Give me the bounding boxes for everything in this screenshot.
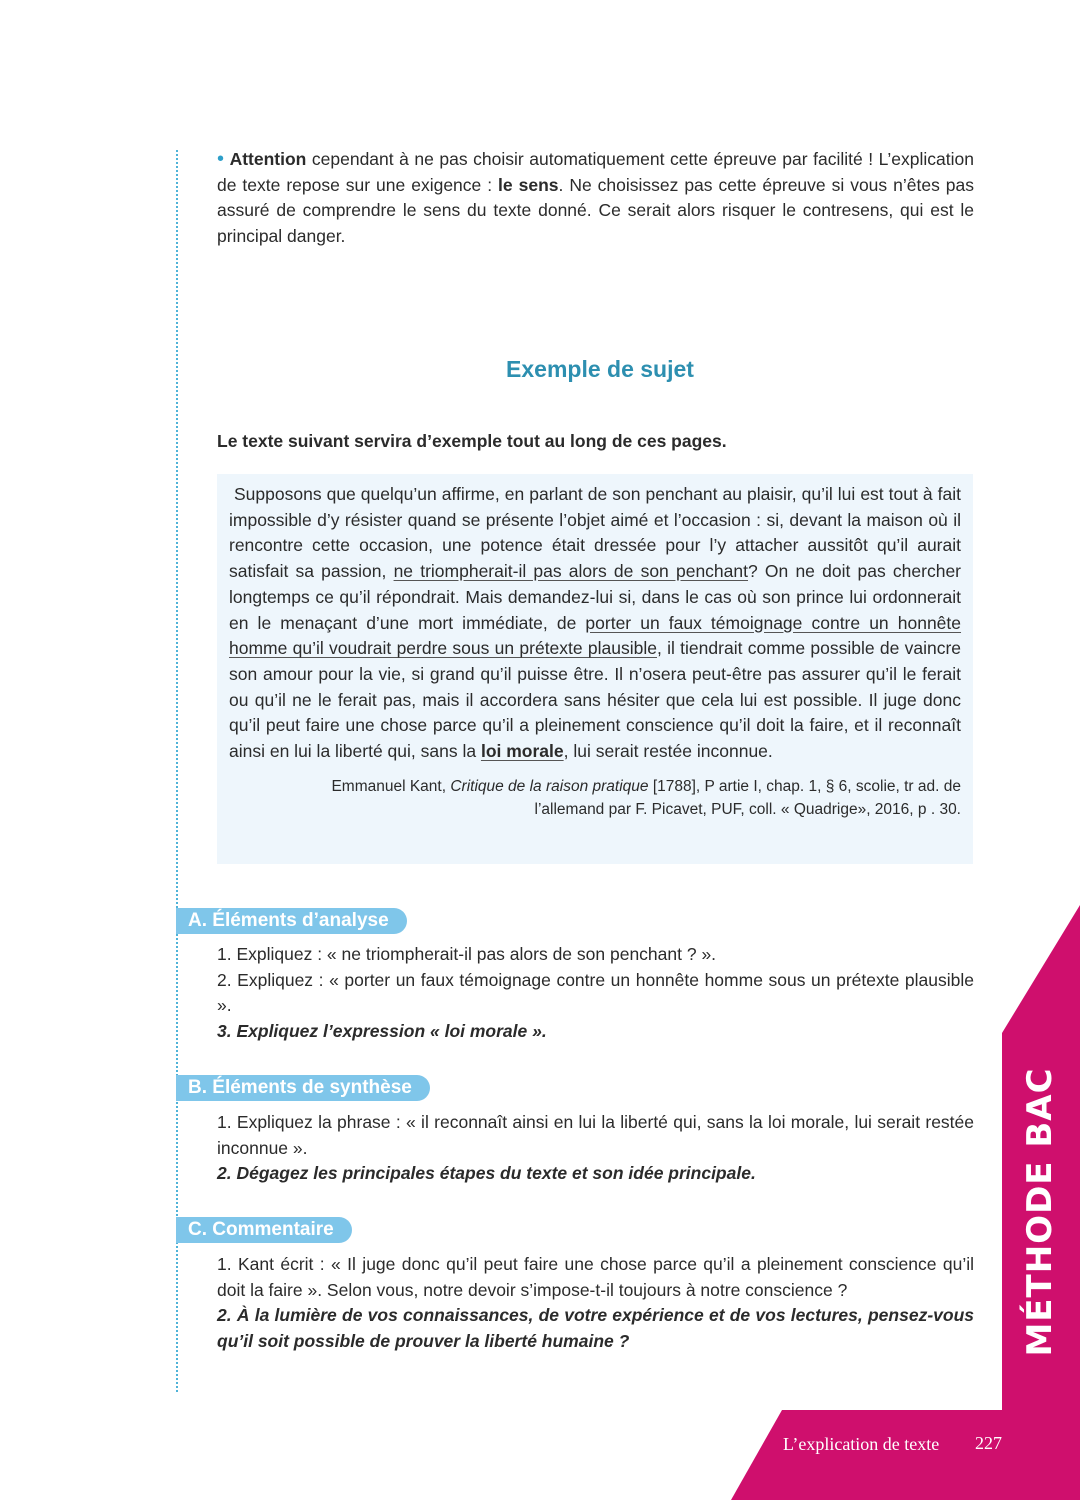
question-c2 (217, 1303, 974, 1354)
section-a-label: A. Éléments d’analyse (176, 908, 407, 934)
quoted-text-box (217, 474, 973, 864)
question-a3 (217, 1019, 974, 1045)
question-b2-num: 2. (217, 1163, 232, 1184)
section-title: Exemple de sujet (506, 356, 694, 382)
attention-keyword: Attention (229, 149, 307, 169)
question-b2 (217, 1161, 974, 1187)
source-reference (229, 775, 961, 821)
ref-work: Critique de la raison pratique (450, 777, 649, 795)
section-c-questions (217, 1252, 974, 1355)
footer-band (731, 1410, 1080, 1500)
question-a3-num: 3. (217, 1021, 232, 1042)
passage-part-2: ? On ne doit pas chercher longtemps ce qu’il répondrait. Mais demandez-lui si, dans le cas où son prince lui ordonnerait en le menaçant d’une mort immédiate, de (229, 561, 961, 633)
kant-passage (229, 482, 961, 765)
intro-text: Le texte suivant servira d’exemple tout au long de ces pages. (217, 431, 727, 451)
question-b1: 1. Expliquez la phrase : « il reconnaît ainsi en lui la liberté qui, sans la loi morale, lui serait restée inconnue ». (217, 1112, 974, 1158)
passage-part-3: , il tiendrait comme possible de vaincre son amour pour la vie, si grand qu’il puisse être. Il n’osera peut-être pas assurer qu’il le ferait ou qu’il ne le ferait pas, mais il accordera sans hésiter que cela lui est possible. Il juge donc qu’il peut faire une chose parce qu’il a pleinement conscience qu’il doit la faire, et il reconnaît ainsi en lui la liberté qui, sans la (229, 638, 961, 762)
section-b-label: B. Éléments de synthèse (176, 1075, 430, 1101)
bullet-icon: • (217, 148, 225, 170)
passage-underline-1: ne triompherait-il pas alors de son penchant (393, 561, 748, 582)
question-a1: 1. Expliquez : « ne triompherait-il pas alors de son penchant ? ». (217, 944, 717, 964)
passage-underline-2: porter un faux témoignage contre un honnête homme qu’il voudrait perdre sous un prétexte plausible (229, 612, 962, 659)
ref-details-1: [1788], P artie I, chap. 1, § 6, scolie, tr ad. de (648, 777, 961, 795)
ref-details-2: l’allemand par F. Picavet, PUF, coll. « Quadrige», 2016, p . 30. (534, 800, 961, 818)
passage-underline-3: loi morale (480, 741, 564, 762)
section-b-questions (217, 1110, 974, 1187)
page-number: 227 (975, 1433, 1002, 1453)
attention-text-2: . Ne choisissez pas cette épreuve si vous n’êtes pas assuré de comprendre le sens du texte donné. Ce serait alors risquer le contresens, qui est le principal danger. (217, 174, 974, 247)
footer-chapter-title: L’explication de texte (783, 1434, 940, 1454)
passage-part-4: , lui serait restée inconnue. (563, 741, 773, 762)
attention-text-1: cependant à ne pas choisir automatiquement cette épreuve par facilité ! L’explication de texte repose sur une exigence : (217, 149, 974, 195)
question-c2-text: À la lumière de vos connaissances, de votre expérience et de vos lectures, pensez-vous qu’il soit possible de prouver la liberté humaine ? (217, 1305, 974, 1352)
margin-dotted-rule (176, 150, 178, 1392)
passage-part-1: Supposons que quelqu’un affirme, en parlant de son penchant au plaisir, qu’il lui est tout à fait impossible d’y résister quand se présente l’objet aimé et l’occasion : si, devant la maison où il rencontre cette occasion, une potence était dressée pour l’y attacher aussitôt qu’il aurait satisfait sa passion, (229, 484, 961, 582)
attention-sens: le sens (498, 174, 559, 195)
question-c1: 1. Kant écrit : « Il juge donc qu’il peut faire une chose parce qu’il a pleinement conscience qu’il doit la faire ». Selon vous, notre devoir s’impose-t-il toujours à notre conscience ? (217, 1254, 974, 1300)
question-c2-num: 2. (217, 1305, 232, 1326)
section-c-label: C. Commentaire (176, 1217, 352, 1243)
side-tab-label: MÉTHODE BAC (1020, 1067, 1060, 1357)
question-a2: 2. Expliquez : « porter un faux témoignage contre un honnête homme sous un prétexte plausible ». (217, 969, 974, 1016)
attention-paragraph (217, 147, 974, 250)
section-a-questions (217, 942, 974, 1045)
ref-author: Emmanuel Kant, (331, 777, 451, 795)
question-a3-text: Expliquez l’expression « loi morale ». (231, 1021, 547, 1042)
question-b2-text: Dégagez les principales étapes du texte et son idée principale. (231, 1163, 756, 1184)
